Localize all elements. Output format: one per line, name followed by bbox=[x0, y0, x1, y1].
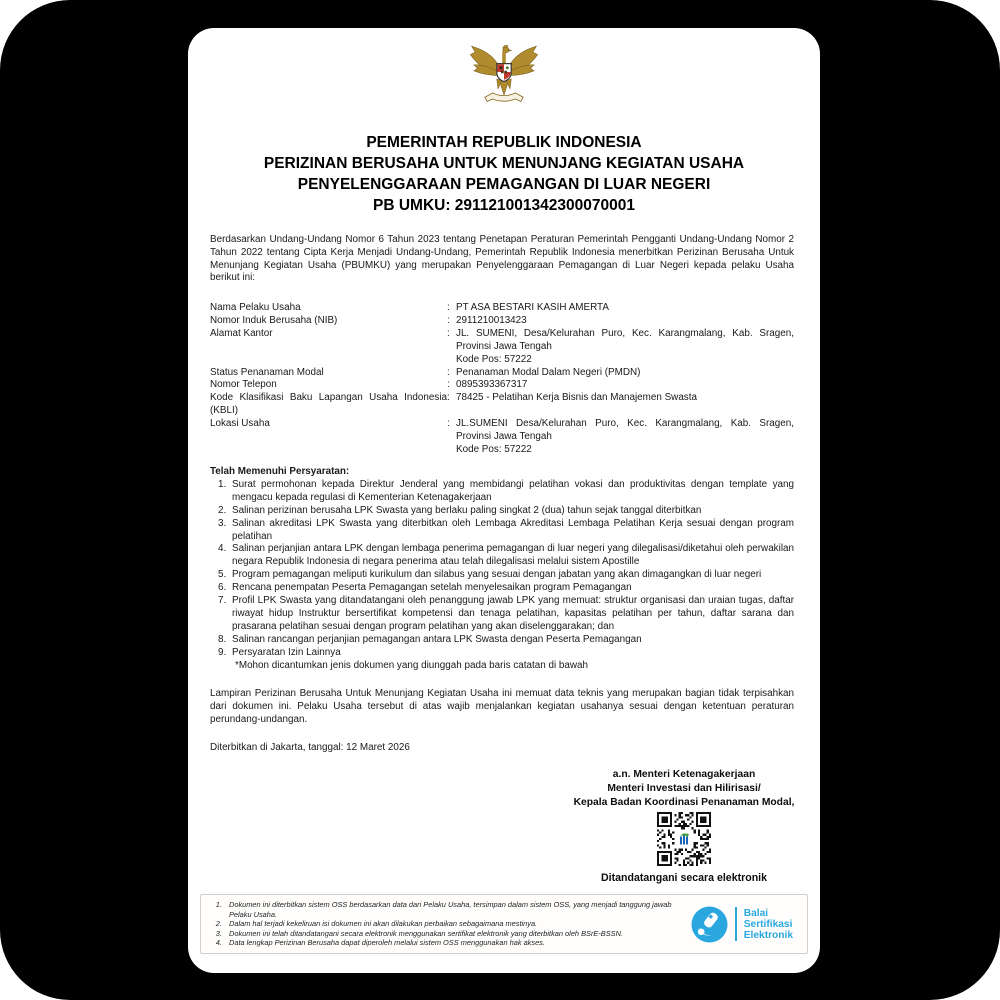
requirement-item: 3. Salinan akreditasi LPK Swasta yang diterbitkan oleh Lembaga Akreditasi Lembaga Pelatihan Kerja sesuai dengan program pelatihan bbox=[229, 518, 794, 544]
closing-paragraph: Lampiran Perizinan Berusaha Untuk Menunjang Kegiatan Usaha ini memuat data teknis yang merupakan bagian tidak terpisahkan dari dokumen ini. Pelaku Usaha tersebut di atas wajib menjalankan kegiatan usahanya sesuai dengan ketentuan peraturan perundang-undangan. bbox=[210, 688, 794, 725]
garuda-pancasila-emblem bbox=[468, 40, 540, 110]
field-value-postcode: Kode Pos: 57222 bbox=[456, 353, 532, 365]
intro-paragraph: Berdasarkan Undang-Undang Nomor 6 Tahun 2023 tentang Penetapan Peraturan Pemerintah Pengganti Undang-Undang Nomor 2 Tahun 2022 tentang Cipta Kerja Menjadi Undang-Undang, Pemerintah Republik Indonesia menerbitkan Perizinan Berusaha Untuk Menunjang Kegiatan Usaha (PBUMKU) yang merupakan Penyelenggaraan Pemagangan di Luar Negeri kepada pelaku Usaha berikut ini: bbox=[210, 234, 794, 284]
requirements-section bbox=[210, 466, 794, 673]
signature-block bbox=[528, 768, 820, 886]
footer-note: 3. Dokumen ini telah ditandatangani secara elektronik menggunakan sertifikat elektronik yang diterbitkan oleh BSrE-BSSN. bbox=[224, 929, 681, 938]
requirement-item: 7. Profil LPK Swasta yang ditandatangani oleh penanggung jawab LPK yang memuat: struktur organisasi dan uraian tugas, daftar riwayat hidup Instruktur bersertifikat kompetensi dan tenaga pelatihan, kapasitas pelatihan per tahun, daftar sarana dan prasarana pelatihan sesuai dengan program pelatihan yang akan diselenggarakan; dan bbox=[229, 595, 794, 634]
title-line-license-type: PERIZINAN BERUSAHA UNTUK MENUNJANG KEGIATAN USAHA bbox=[263, 155, 745, 172]
field-row-nib: Nomor Induk Berusaha (NIB) : 2911210013423 bbox=[210, 315, 794, 328]
field-value: JL.SUMENI Desa/Kelurahan Puro, Kec. Karangmalang, Kab. Sragen, Provinsi Jawa Tengah bbox=[456, 418, 794, 443]
footer-note: 2. Dalam hal terjadi kekeliruan isi dokumen ini akan dilakukan perbaikan sebagaimana mestinya. bbox=[224, 919, 681, 928]
title-line-government: PEMERINTAH REPUBLIK INDONESIA bbox=[366, 134, 642, 151]
requirements-title: Telah Memenuhi Persyaratan: bbox=[210, 466, 350, 477]
field-value: Penanaman Modal Dalam Negeri (PMDN) bbox=[456, 366, 641, 378]
footer-note: 4. Data lengkap Perizinan Berusaha dapat diperoleh melalui sistem OSS menggunakan hak akses. bbox=[224, 938, 681, 947]
requirements-footnote: *Mohon dicantumkan jenis dokumen yang diunggah pada baris catatan di bawah bbox=[235, 659, 588, 671]
requirement-item: 9. Persyaratan Izin Lainnya bbox=[229, 647, 794, 660]
requirement-item: 2. Salinan perizinan berusaha LPK Swasta yang berlaku paling singkat 2 (dua) tahun sejak tanggal diterbitkan bbox=[229, 505, 794, 518]
bsre-logo bbox=[691, 906, 807, 943]
signatory-bkpm-head: Kepala Badan Koordinasi Penanaman Modal, bbox=[573, 796, 795, 808]
field-value: 78425 - Pelatihan Kerja Bisnis dan Manajemen Swasta bbox=[456, 392, 697, 404]
footer-disclaimer-box bbox=[200, 894, 808, 954]
title-line-activity: PENYELENGGARAAN PEMAGANGAN DI LUAR NEGERI bbox=[297, 176, 711, 193]
field-value: PT ASA BESTARI KASIH AMERTA bbox=[456, 302, 609, 313]
field-value: 2911210013423 bbox=[456, 314, 527, 326]
field-value: JL. SUMENI, Desa/Kelurahan Puro, Kec. Karangmalang, Kab. Sragen, Provinsi Jawa Tengah bbox=[456, 327, 794, 352]
requirement-item: 8. Salinan rancangan perjanjian pemagangan antara LPK Swasta dengan Peserta Pemagangan bbox=[229, 634, 794, 647]
qr-center-logo bbox=[676, 832, 691, 847]
bsre-logo-divider bbox=[735, 907, 737, 941]
bsre-logo-text: Balai Sertifikasi Elektronik bbox=[743, 907, 793, 941]
license-document-page bbox=[188, 28, 820, 973]
electronic-signature-label: Ditandatangani secara elektronik bbox=[600, 872, 768, 885]
field-row-status-penanaman-modal: Status Penanaman Modal : Penanaman Modal Dalam Negeri (PMDN) bbox=[210, 367, 794, 380]
requirement-item: 6. Rencana penempatan Peserta Pemagangan setelah menyelesaikan program Pemagangan bbox=[229, 582, 794, 595]
field-value-postcode: Kode Pos: 57222 bbox=[456, 443, 532, 455]
field-row-nomor-telepon: Nomor Telepon : 0895393367317 bbox=[210, 379, 794, 392]
signatory-minister: Menteri Investasi dan Hilirisasi/ bbox=[607, 782, 761, 794]
field-row-lokasi-usaha: Lokasi Usaha : JL.SUMENI Desa/Kelurahan Puro, Kec. Karangmalang, Kab. Sragen, Provinsi Jawa Tengah Kode Pos: 57222 bbox=[210, 418, 794, 455]
issued-line: Diterbitkan di Jakarta, tanggal: 12 Maret 2026 bbox=[210, 742, 410, 753]
qr-code bbox=[657, 812, 711, 866]
signatory-on-behalf: a.n. Menteri Ketenagakerjaan bbox=[612, 769, 756, 780]
requirement-item: 1. Surat permohonan kepada Direktur Jenderal yang membidangi pelatihan vokasi dan produktivitas dengan template yang mengacu kepada regulasi di Kementerian Ketenagakerjaan bbox=[229, 479, 794, 505]
requirement-item: 4. Salinan perjanjian antara LPK dengan lembaga penerima pemagangan di luar negeri yang dilegalisasi/diketahui oleh perwakilan negara Republik Indonesia di negara penerima atau telah dilegalisasi melalui sistem Apostille bbox=[229, 543, 794, 569]
requirement-item: 5. Program pemagangan meliputi kurikulum dan silabus yang sesuai dengan jabatan yang akan dimagangkan di luar negeri bbox=[229, 569, 794, 582]
field-value: 0895393367317 bbox=[456, 379, 528, 391]
field-row-alamat-kantor: Alamat Kantor : JL. SUMENI, Desa/Kelurahan Puro, Kec. Karangmalang, Kab. Sragen, Provinsi Jawa Tengah Kode Pos: 57222 bbox=[210, 327, 794, 365]
bsre-circle-icon bbox=[691, 906, 728, 943]
field-row-kbli: Kode Klasifikasi Baku Lapangan Usaha Indonesia (KBLI) : 78425 - Pelatihan Kerja Bisnis dan Manajemen Swasta bbox=[210, 392, 794, 418]
requirements-list bbox=[210, 479, 794, 660]
field-row-nama-pelaku-usaha: Nama Pelaku Usaha : PT ASA BESTARI KASIH AMERTA bbox=[210, 302, 794, 315]
footer-note: 1. Dokumen ini diterbitkan sistem OSS berdasarkan data dari Pelaku Usaha, tersimpan dalam sistem OSS, yang menjadi tanggung jawab Pelaku Usaha. bbox=[224, 900, 681, 919]
title-line-pb-umku-number: PB UMKU: 291121001342300070001 bbox=[373, 197, 635, 214]
footer-notes bbox=[201, 897, 691, 950]
business-data-fields bbox=[210, 302, 794, 457]
document-title bbox=[188, 132, 820, 216]
